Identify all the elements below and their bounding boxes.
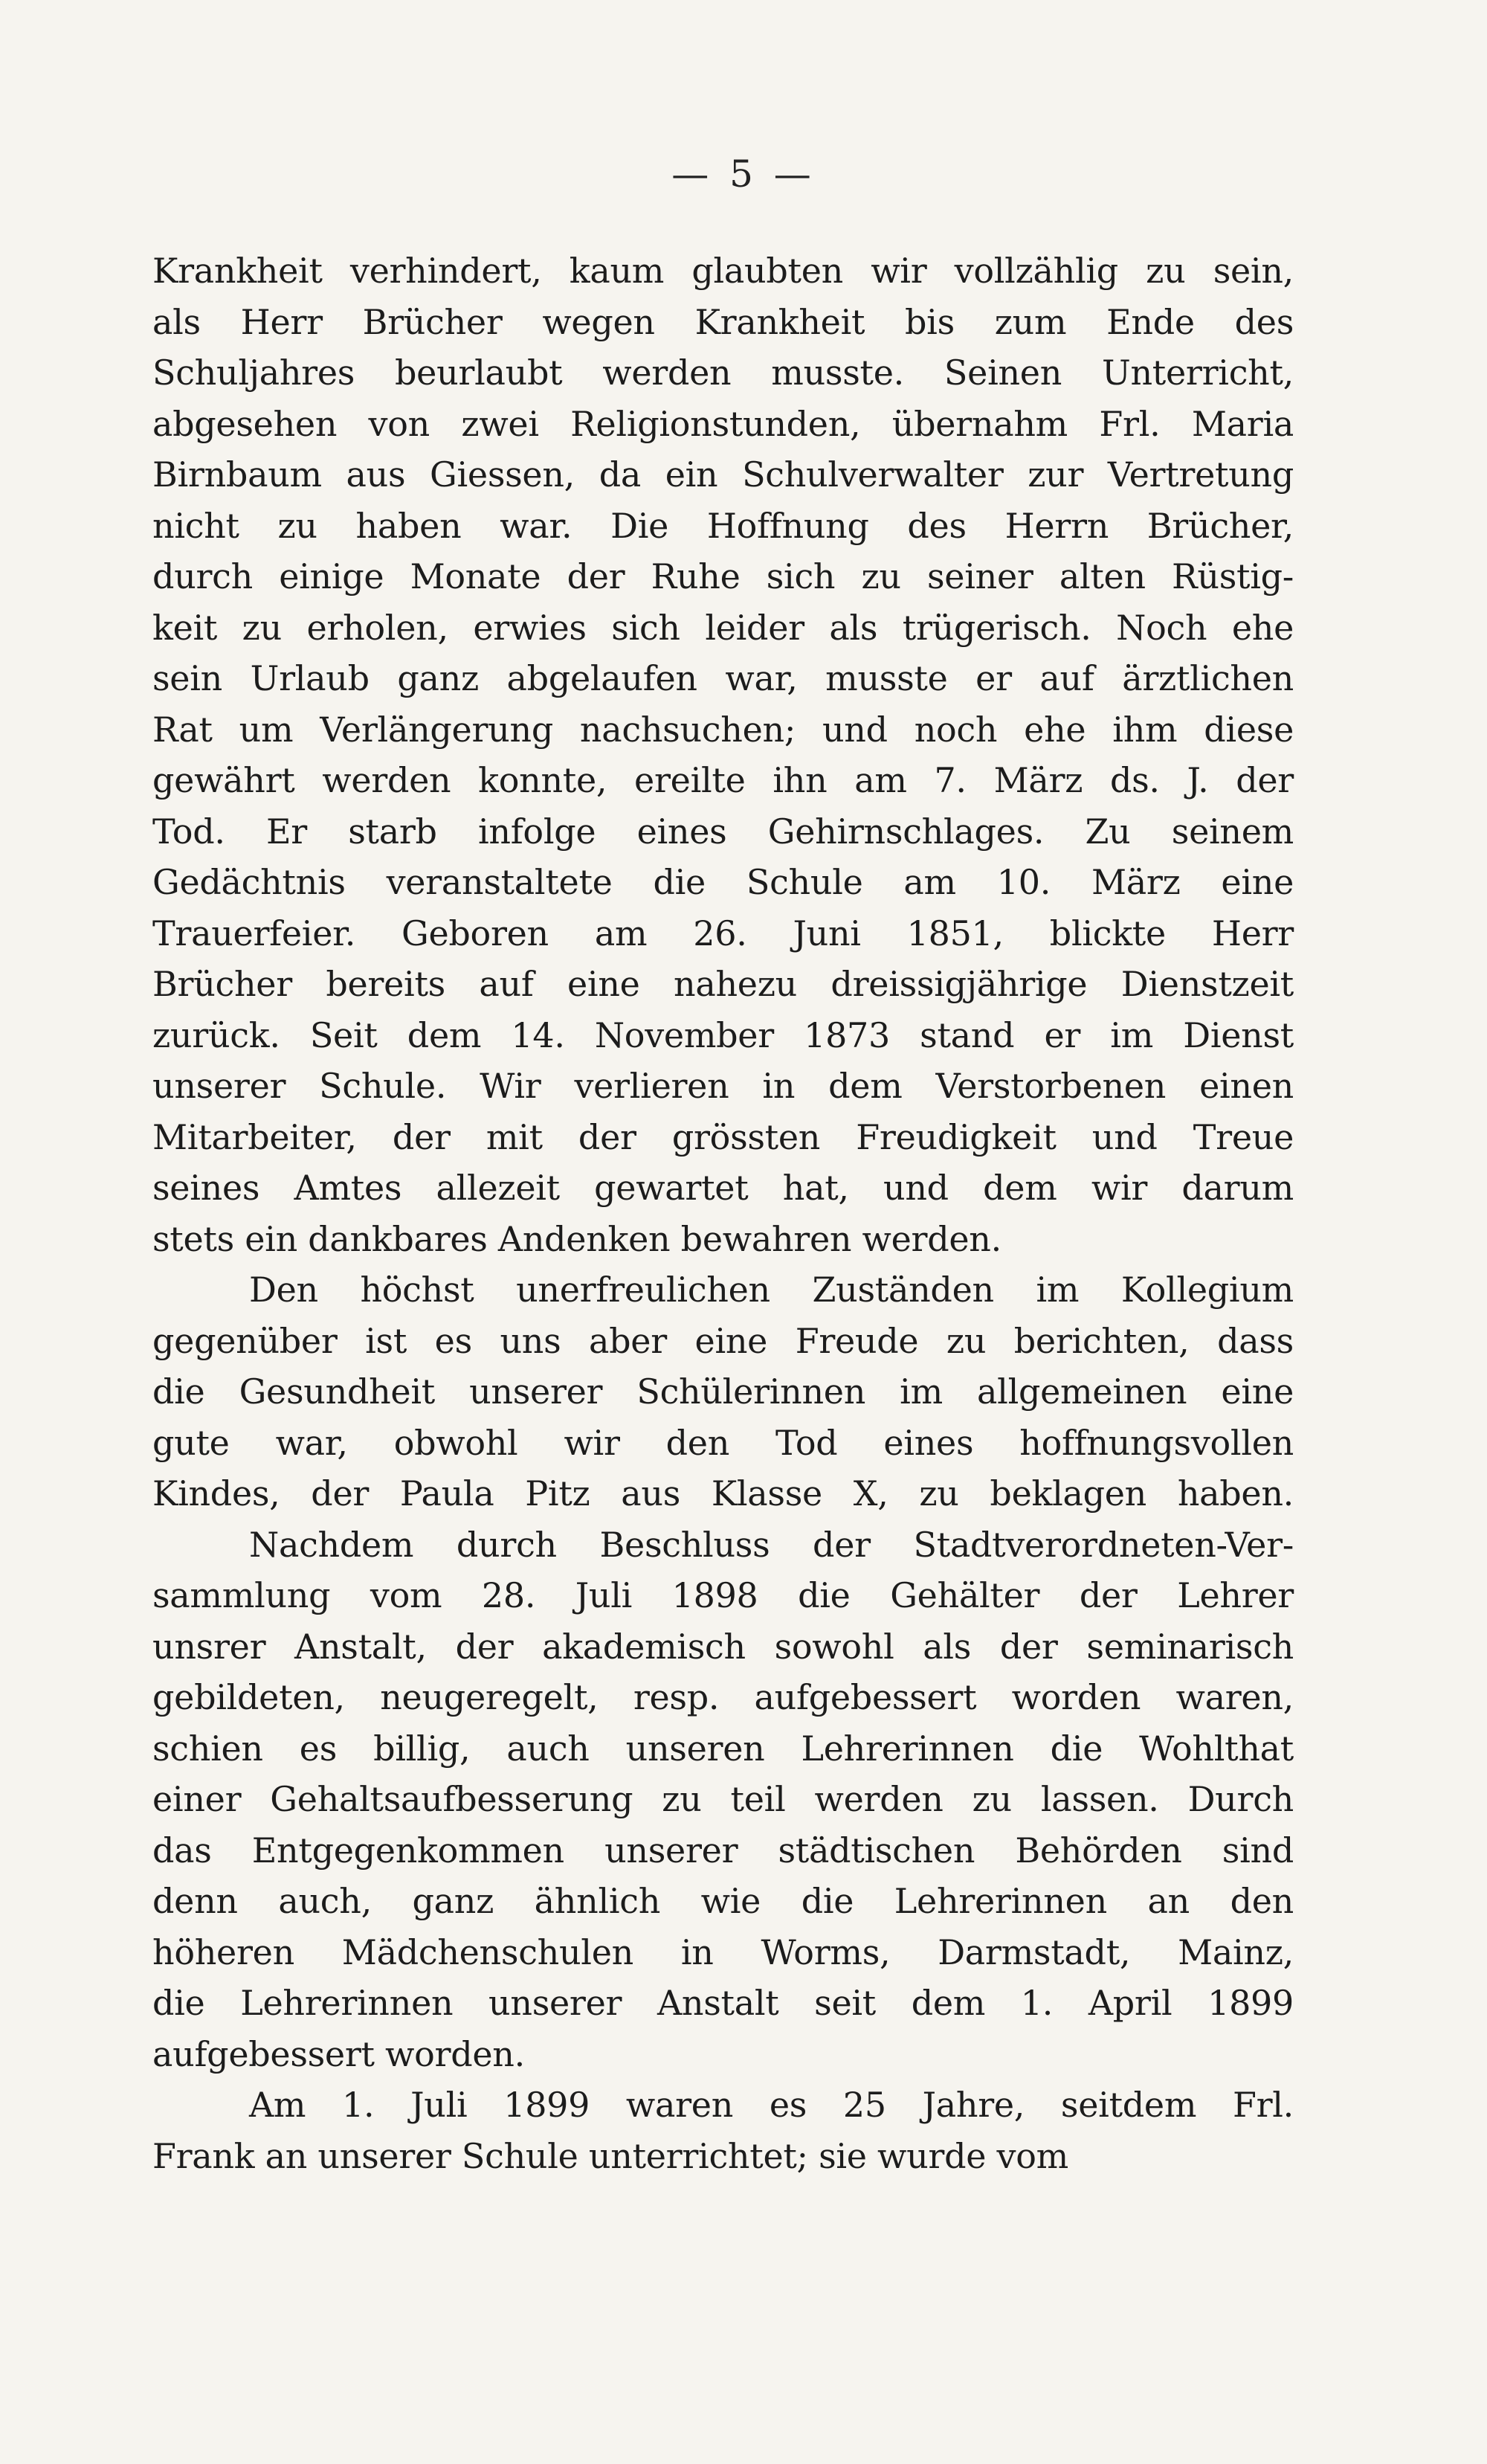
text-line: Birnbaum aus Giessen, da ein Schulverwalter zur Vertretung bbox=[152, 454, 1294, 495]
text-line: die Gesundheit unserer Schülerinnen im allgemeinen eine bbox=[152, 1371, 1294, 1412]
text-line: seines Amtes allezeit gewartet hat, und dem wir darum bbox=[152, 1168, 1294, 1208]
text-line: aufgebessert worden. bbox=[152, 2033, 525, 2074]
text-line: Rat um Verlängerung nachsuchen; und noch ehe ihm diese bbox=[152, 709, 1294, 750]
text-line: unsrer Anstalt, der akademisch sowohl als der seminarisch bbox=[152, 1626, 1294, 1667]
text-line: einer Gehaltsaufbesserung zu teil werden zu lassen. Durch bbox=[152, 1779, 1294, 1819]
text-line: gewährt werden konnte, ereilte ihn am 7. März ds. J. der bbox=[152, 760, 1294, 800]
text-line: die Lehrerinnen unserer Anstalt seit dem 1. April 1899 bbox=[152, 1983, 1294, 2023]
text-line: zurück. Seit dem 14. November 1873 stand er im Dienst bbox=[152, 1014, 1294, 1055]
text-line: nicht zu haben war. Die Hoffnung des Herrn Brücher, bbox=[152, 505, 1294, 546]
text-line: Frank an unserer Schule unterrichtet; sie wurde vom bbox=[152, 2135, 1068, 2176]
text-line: gegenüber ist es uns aber eine Freude zu berichten, dass bbox=[152, 1320, 1294, 1361]
text-line: gebildeten, neugeregelt, resp. aufgebessert worden waren, bbox=[152, 1677, 1294, 1717]
text-line: sein Urlaub ganz abgelaufen war, musste er auf ärztlichen bbox=[152, 658, 1294, 698]
text-line: durch einige Monate der Ruhe sich zu seiner alten Rüstig- bbox=[152, 556, 1294, 596]
text-line: als Herr Brücher wegen Krankheit bis zum Ende des bbox=[152, 301, 1294, 342]
text-line: das Entgegenkommen unserer städtischen Behörden sind bbox=[152, 1830, 1294, 1870]
text-line: höheren Mädchenschulen in Worms, Darmstadt, Mainz, bbox=[152, 1931, 1294, 1972]
text-line: Kindes, der Paula Pitz aus Klasse X, zu beklagen haben. bbox=[152, 1473, 1294, 1514]
text-line: Den höchst unerfreulichen Zuständen im Kollegium bbox=[249, 1270, 1294, 1310]
text-line: Tod. Er starb infolge eines Gehirnschlages. Zu seinem bbox=[152, 811, 1294, 852]
text-line: Trauerfeier. Geboren am 26. Juni 1851, blickte Herr bbox=[152, 913, 1294, 953]
text-line: stets ein dankbares Andenken bewahren werden. bbox=[152, 1218, 1001, 1259]
text-line: Mitarbeiter, der mit der grössten Freudigkeit und Treue bbox=[152, 1116, 1294, 1157]
text-line: Krankheit verhindert, kaum glaubten wir vollzählig zu sein, bbox=[152, 251, 1294, 291]
text-line: Am 1. Juli 1899 waren es 25 Jahre, seitdem Frl. bbox=[249, 2085, 1294, 2125]
page-number: — 5 — bbox=[671, 152, 816, 196]
text-line: sammlung vom 28. Juli 1898 die Gehälter der Lehrer bbox=[152, 1575, 1294, 1615]
text-line: unserer Schule. Wir verlieren in dem Verstorbenen einen bbox=[152, 1066, 1294, 1106]
text-line: Nachdem durch Beschluss der Stadtverordneten-Ver- bbox=[249, 1524, 1294, 1565]
text-line: denn auch, ganz ähnlich wie die Lehrerinnen an den bbox=[152, 1881, 1294, 1921]
text-line: schien es billig, auch unseren Lehrerinnen die Wohlthat bbox=[152, 1728, 1294, 1769]
text-line: keit zu erholen, erwies sich leider als trügerisch. Noch ehe bbox=[152, 607, 1294, 648]
body-text bbox=[152, 245, 1294, 2181]
text-line: Schuljahres beurlaubt werden musste. Seinen Unterricht, bbox=[152, 353, 1294, 393]
text-line: abgesehen von zwei Religionstunden, übernahm Frl. Maria bbox=[152, 403, 1294, 444]
text-line: Gedächtnis veranstaltete die Schule am 10. März eine bbox=[152, 862, 1294, 902]
text-line: Brücher bereits auf eine nahezu dreissigjährige Dienstzeit bbox=[152, 964, 1294, 1004]
text-line: gute war, obwohl wir den Tod eines hoffnungsvollen bbox=[152, 1422, 1294, 1463]
